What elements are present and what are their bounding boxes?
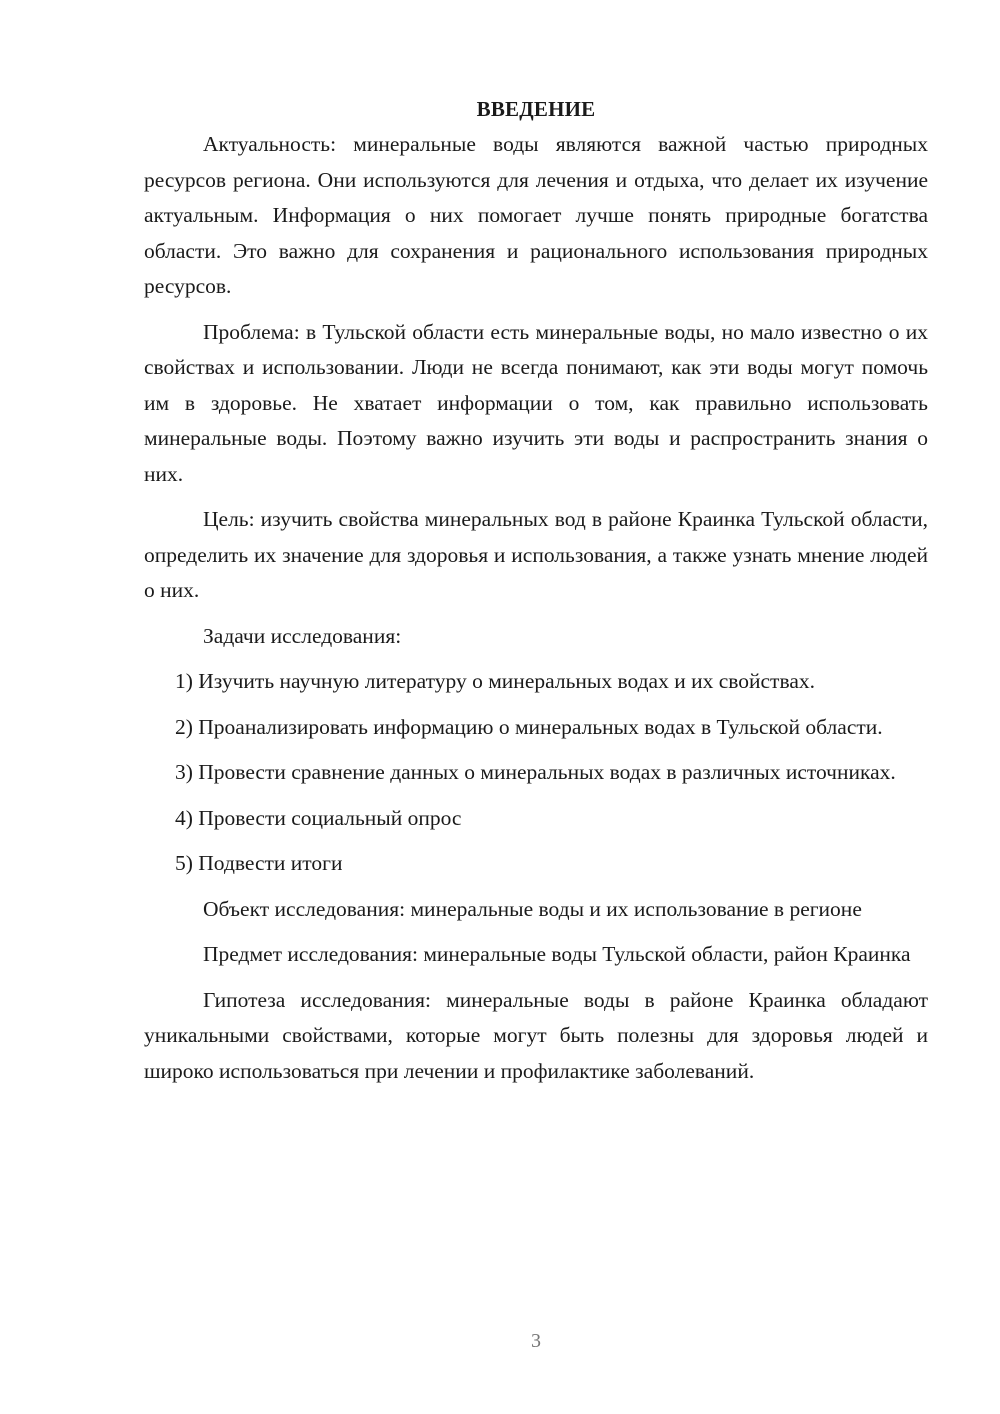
paragraph-subject: Предмет исследования: минеральные воды Тульской области, район Краинка <box>203 942 911 966</box>
paragraph-goal: Цель: изучить свойства минеральных вод в районе Краинка Тульской области, определить их значение для здоровья и использования, а также узнать мнение людей о них. <box>144 507 928 602</box>
page-title: ВВЕДЕНИЕ <box>476 97 596 121</box>
task-item-4: 4) Провести социальный опрос <box>175 805 462 830</box>
paragraph-hypothesis: Гипотеза исследования: минеральные воды в районе Краинка обладают уникальными свойствами, которые могут быть полезны для здоровья людей и широко использоваться при лечении и профилактике заболеваний. <box>144 987 928 1083</box>
paragraph-object: Объект исследования: минеральные воды и их использование в регионе <box>203 896 862 921</box>
paragraph-problem: Проблема: в Тульской области есть минеральные воды, но мало известно о их свойствах и использовании. Люди не всегда понимают, как эти воды могут помочь им в здоровье. Не хватает информации о том, как правильно использовать минеральные воды. Поэтому важно изучить эти воды и распространить знания о них. <box>144 319 928 486</box>
paragraph-tasks-heading: Задачи исследования: <box>203 623 402 648</box>
task-item-2: 2) Проанализировать информацию о минеральных водах в Тульской области. <box>175 714 883 739</box>
paragraph-relevance: Актуальность: минеральные воды являются важной частью природных ресурсов региона. Они используются для лечения и отдыха, что делает их изучение актуальным. Информация о них помогает лучше понять природные богатства области. Это важно для сохранения и рационального использования природных ресурсов. <box>144 132 928 298</box>
document-page <box>144 92 928 1099</box>
task-item-3: 3) Провести сравнение данных о минеральных водах в различных источниках. <box>175 760 896 784</box>
task-item-1: 1) Изучить научную литературу о минеральных водах и их свойствах. <box>175 669 815 693</box>
task-item-5: 5) Подвести итоги <box>175 851 343 875</box>
page-number: 3 <box>531 1330 541 1352</box>
